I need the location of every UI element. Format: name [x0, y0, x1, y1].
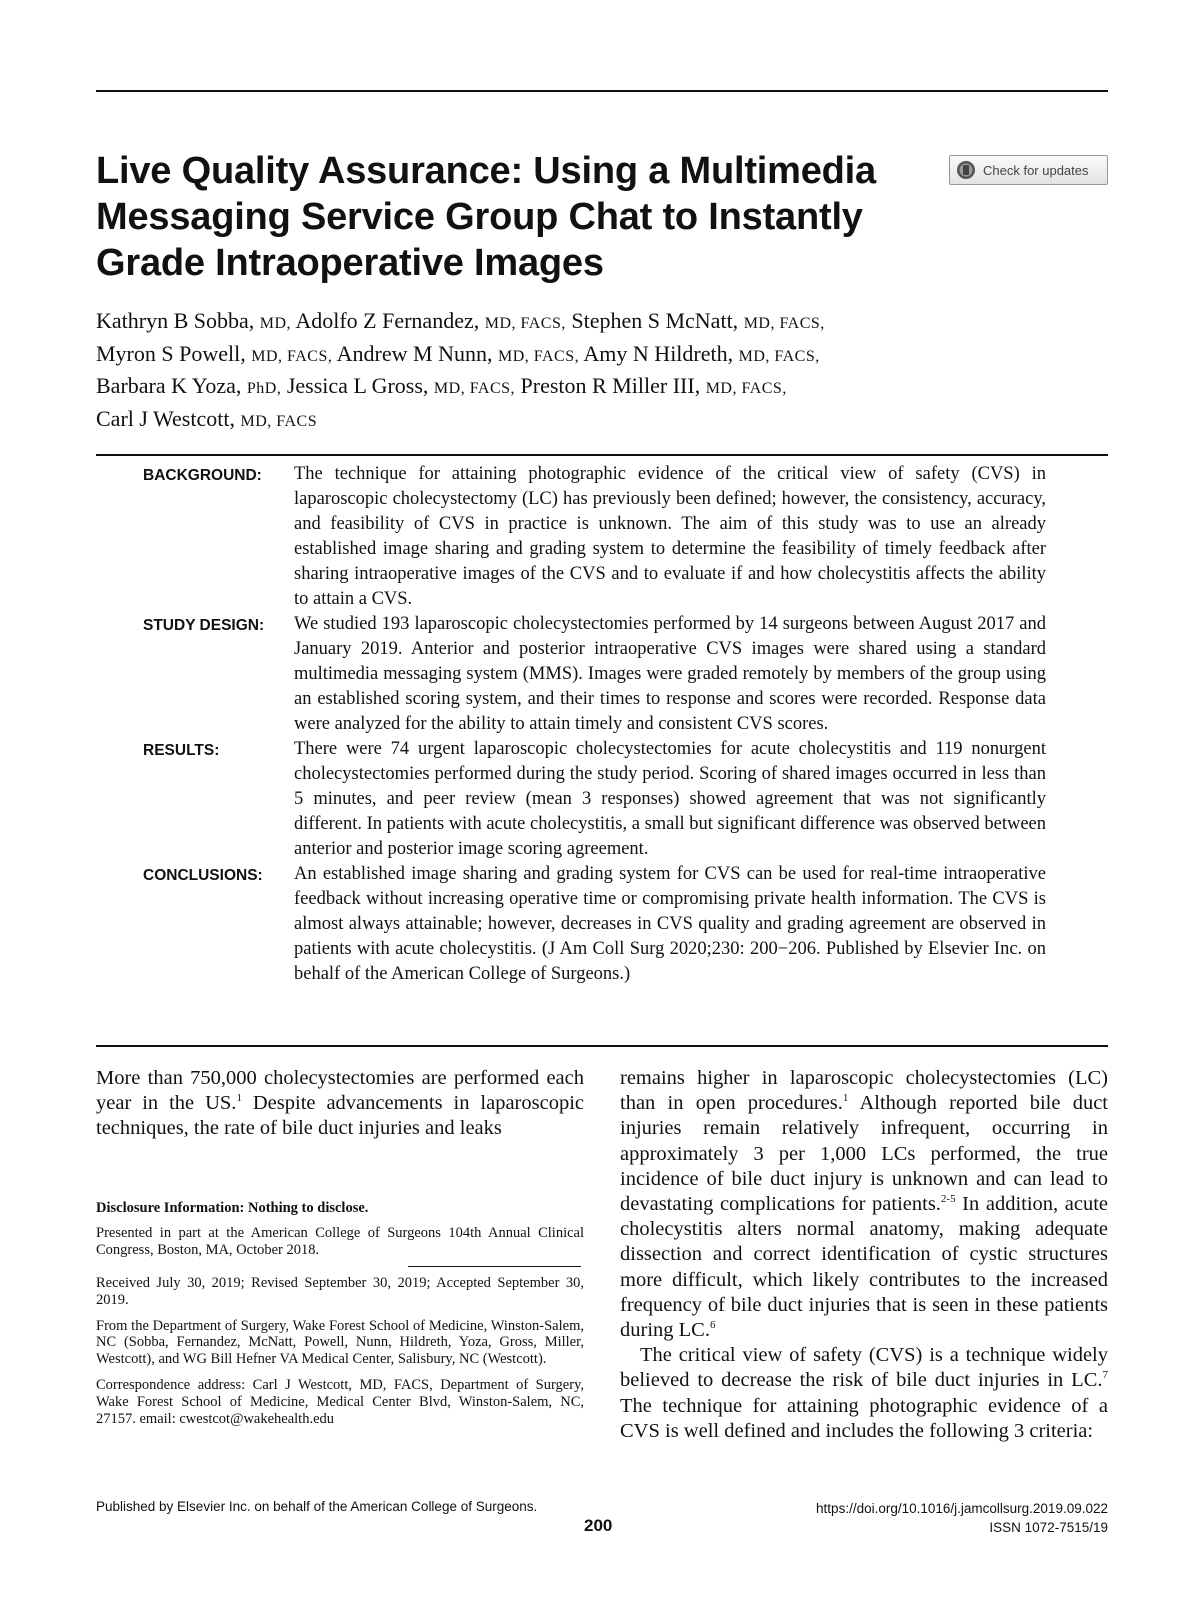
- citation[interactable]: 6: [709, 1319, 716, 1332]
- abstract-study-design: [96, 612, 1096, 737]
- author: Carl J Westcott, MD, FACS: [96, 405, 318, 431]
- section-text: The technique for attaining photographic evidence of the critical view of safety (CVS) in laparoscopic cholecystectomy (LC) has previously been defined; however, the consistency, accuracy, and feasibility of CVS in practice is unknown. The aim of this study was to use an already established image sharing and grading system to determine the feasibility of timely feedback after sharing intraoperative images of the CVS and to evaluate if and how cholecystitis affects the ability to attain a CVS.: [294, 464, 1046, 609]
- author: Stephen S McNatt, MD, FACS,: [571, 308, 825, 333]
- section-label: BACKGROUND:: [143, 467, 262, 484]
- check-for-updates-label: Check for updates: [983, 162, 1089, 178]
- right-column: [620, 1066, 1108, 1444]
- citation[interactable]: 1: [236, 1092, 242, 1105]
- correspondence-note: Correspondence address: Carl J Westcott, MD, FACS, Department of Surgery, Wake Forest School of Medicine, Medical Center Blvd, Winston-Salem, NC, 27157. email: cwestcot@wakehealth.edu: [96, 1376, 584, 1427]
- author: Amy N Hildreth, MD, FACS,: [583, 340, 820, 366]
- section-label: RESULTS:: [143, 742, 220, 759]
- disclosure-note: Disclosure Information: Nothing to disclose.: [96, 1199, 369, 1216]
- received-note: Received July 30, 2019; Revised September 30, 2019; Accepted September 30, 2019.: [96, 1275, 584, 1308]
- article-notes: [96, 1200, 584, 1428]
- abstract-bottom-rule: [96, 1045, 1108, 1047]
- section-text: There were 74 urgent laparoscopic cholecystectomies for acute cholecystitis and 119 nonurgent cholecystectomies performed during the study period. Scoring of shared images occurred in less than 5 minutes, and peer review (mean 3 responses) showed agreement that was not significantly different. In patients with acute cholecystitis, a small but significant difference was observed between anterior and posterior image scoring agreement.: [294, 739, 1046, 859]
- author: Kathryn B Sobba, MD,: [96, 308, 292, 333]
- abstract-top-rule: [96, 454, 1108, 456]
- abstract-background: [96, 462, 1096, 612]
- abstract-results: [96, 737, 1096, 862]
- top-rule: [96, 90, 1108, 92]
- citation[interactable]: 7: [1102, 1369, 1108, 1382]
- author-list: [96, 306, 996, 436]
- affiliation-note: From the Department of Surgery, Wake Forest School of Medicine, Winston-Salem, NC (Sobba, Fernandez, McNatt, Powell, Nunn, Hildreth, Yoza, Gross, Miller, Westcott), and WG Bill Hefner VA Medical Center, Salisbury, NC (Westcott).: [96, 1317, 584, 1368]
- body-paragraph: The critical view of safety (CVS) is a technique widely believed to decrease the risk of bile duct injuries in LC.$^7$ The technique for attaining photographic evidence of a CVS is well defined and includes the following 3 criteria:: [620, 1344, 1108, 1442]
- crossmark-icon: [956, 160, 976, 180]
- author: Jessica L Gross, MD, FACS,: [286, 373, 516, 398]
- author: Preston R Miller III, MD, FACS,: [520, 373, 787, 398]
- article-title: Live Quality Assurance: Using a Multimedia Messaging Service Group Chat to Instantly Grade Intraoperative Images: [96, 150, 876, 284]
- left-column: [96, 1066, 584, 1436]
- footer-identifiers: [816, 1499, 1108, 1537]
- author: Myron S Powell, MD, FACS,: [96, 340, 333, 366]
- presented-note: Presented in part at the American College of Surgeons 104th Annual Clinical Congress, Boston, MA, October 2018.: [96, 1225, 584, 1259]
- publisher-footer: Published by Elsevier Inc. on behalf of the American College of Surgeons.: [96, 1499, 538, 1514]
- body-paragraph: More than 750,000 cholecystectomies are performed each year in the US.$^1$ Despite advancements in laparoscopic techniques, the rate of bile duct injuries and leaks: [96, 1067, 584, 1140]
- section-text: We studied 193 laparoscopic cholecystectomies performed by 14 surgeons between August 2017 and January 2019. Anterior and posterior intraoperative CVS images were shared using a standard multimedia messaging system (MMS). Images were graded remotely by members of the group using an established scoring system, and their times to response and scores were recorded. Response data were analyzed for the ability to attain timely and consistent CVS scores.: [294, 614, 1046, 734]
- citation[interactable]: 1: [842, 1092, 849, 1105]
- author: Barbara K Yoza, PhD,: [96, 373, 282, 398]
- section-label: STUDY DESIGN:: [143, 617, 265, 634]
- author: Adolfo Z Fernandez, MD, FACS,: [295, 308, 566, 333]
- notes-divider: [408, 1266, 581, 1267]
- section-text: An established image sharing and grading system for CVS can be used for real-time intraoperative feedback without increasing operative time or compromising private health information. The CVS is almost always attainable; however, decreases in CVS quality and grading agreement are observed in patients with acute cholecystitis. (J Am Coll Surg 2020;230: 200−206. Published by Elsevier Inc. on behalf of the American College of Surgeons.): [294, 864, 1046, 984]
- abstract-conclusions: [96, 862, 1096, 987]
- page-number: 200: [584, 1516, 613, 1535]
- author: Andrew M Nunn, MD, FACS,: [336, 340, 580, 366]
- abstract: [96, 462, 1096, 987]
- body-paragraph: remains higher in laparoscopic cholecystectomies (LC) than in open procedures.$^1$ Although reported bile duct injuries remain relatively infrequent, occurring in approximately 3 per 1,000 LCs performed, the true incidence of bile duct injury is unknown and can lead to devastating complications for patients.$^{2-5}$ In addition, acute cholecystitis alters normal anatomy, making adequate dissection and correct identification of cystic structures more difficult, which likely contributes to the increased frequency of bile duct injuries that is seen in these patients during LC.$^6$: [620, 1067, 1108, 1342]
- section-label: CONCLUSIONS:: [143, 867, 263, 884]
- check-for-updates-button[interactable]: [949, 155, 1108, 185]
- citation[interactable]: 2-5: [940, 1193, 956, 1206]
- issn: ISSN 1072-7515/19: [989, 1520, 1108, 1535]
- doi-link[interactable]: https://doi.org/10.1016/j.jamcollsurg.2019.09.022: [816, 1501, 1108, 1516]
